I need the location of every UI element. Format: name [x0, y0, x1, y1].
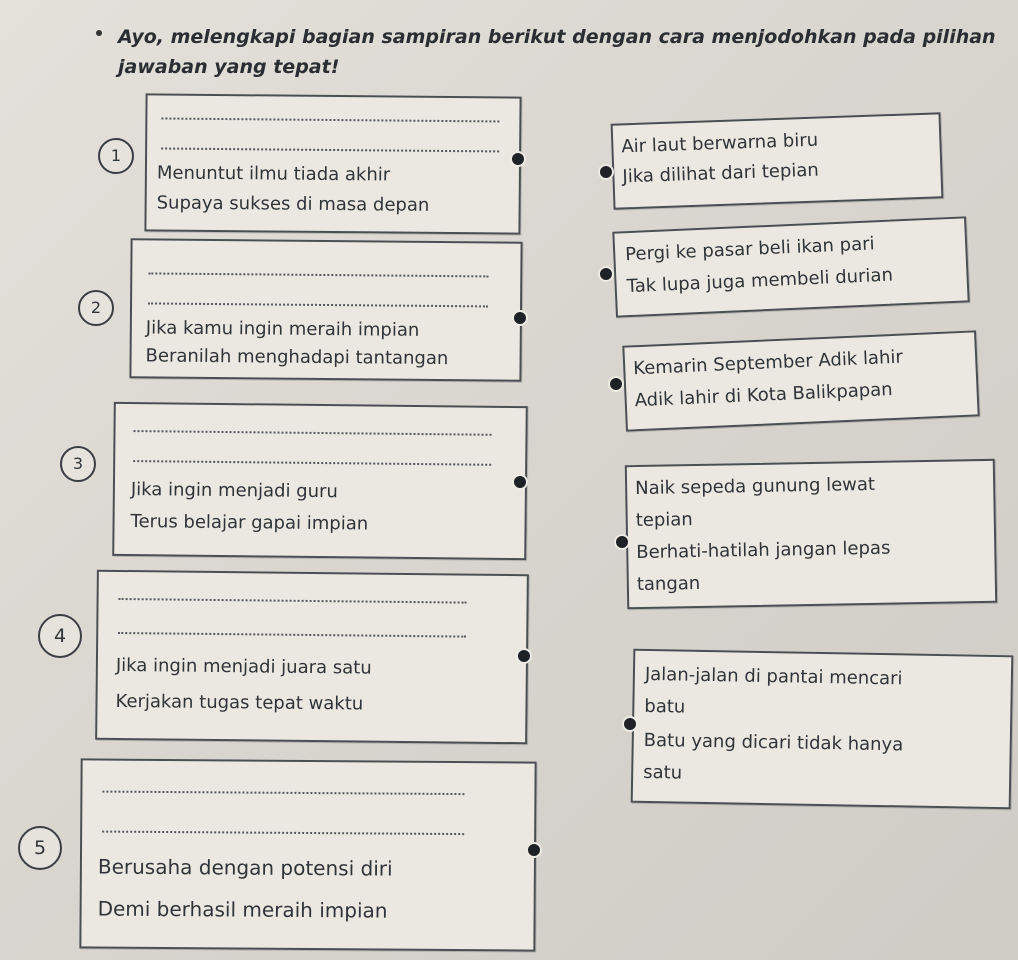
blank-line-2: [118, 632, 466, 638]
item-number-2: 2: [78, 290, 114, 326]
blank-line-2: [161, 147, 499, 152]
right-box-1: [611, 112, 944, 209]
match-dot-left-1[interactable]: [510, 151, 526, 167]
match-dot-right-2[interactable]: [598, 266, 614, 282]
blank-line-1: [119, 598, 467, 604]
isi-line-1: Jika ingin menjadi guru: [130, 479, 338, 503]
blank-line-1: [102, 791, 464, 796]
left-box-4: [95, 570, 529, 745]
sampiran-line-2: Jika dilihat dari tepian: [622, 159, 820, 188]
sampiran-line-1: Pergi ke pasar beli ikan pari: [624, 233, 875, 266]
right-box-3: [622, 330, 979, 431]
sampiran-line-1: Air laut berwarna biru: [621, 129, 819, 158]
sampiran-line-2: batu: [644, 695, 686, 718]
sampiran-line-4: satu: [643, 761, 683, 784]
right-box-5: [631, 649, 1014, 810]
item-number-4: 4: [38, 614, 82, 658]
isi-line-1: Jika ingin menjadi juara satu: [115, 654, 372, 679]
left-box-1: [144, 93, 521, 234]
blank-line-1: [161, 118, 499, 123]
item-number-5: 5: [18, 826, 62, 870]
right-box-4: [625, 459, 997, 609]
instruction-text: Ayo, melengkapi bagian sampiran berikut dengan cara menjodohkan pada pilihan jawaban yang tepat!: [118, 26, 996, 78]
sampiran-line-2: Tak lupa juga membeli durian: [626, 264, 894, 298]
sampiran-line-1: Jalan-jalan di pantai mencari: [644, 663, 903, 690]
isi-line-2: Beranilah menghadapi tantangan: [145, 345, 449, 370]
item-number-1: 1: [98, 138, 134, 174]
isi-line-1: Jika kamu ingin meraih impian: [145, 317, 420, 341]
item-number-3: 3: [60, 446, 96, 482]
match-dot-left-2[interactable]: [512, 310, 528, 326]
blank-line-2: [102, 831, 464, 836]
sampiran-line-1: Naik sepeda gunung lewat: [634, 473, 876, 500]
right-box-2: [612, 216, 969, 317]
left-box-5: [79, 758, 536, 951]
blank-line-1: [134, 430, 492, 436]
match-dot-left-3[interactable]: [512, 474, 528, 490]
isi-line-2: Terus belajar gapai impian: [130, 511, 369, 535]
sampiran-line-3: Batu yang dicari tidak hanya: [643, 729, 904, 756]
blank-line-2: [148, 302, 488, 307]
isi-line-2: Demi berhasil meraih impian: [97, 896, 388, 923]
sampiran-line-1: Kemarin September Adik lahir: [632, 346, 904, 380]
match-dot-left-4[interactable]: [516, 648, 532, 664]
match-dot-left-5[interactable]: [526, 842, 542, 858]
bullet-icon: [96, 30, 102, 36]
sampiran-line-2: tepian: [635, 509, 693, 532]
sampiran-line-2: Adik lahir di Kota Balikpapan: [634, 379, 894, 412]
isi-line-1: Berusaha dengan potensi diri: [97, 854, 393, 881]
match-dot-right-4[interactable]: [614, 534, 630, 550]
isi-line-2: Supaya sukses di masa depan: [156, 192, 430, 216]
isi-line-1: Menuntut ilmu tiada akhir: [156, 162, 391, 186]
match-dot-right-1[interactable]: [598, 164, 614, 180]
left-box-2: [129, 238, 522, 381]
isi-line-2: Kerjakan tugas tepat waktu: [115, 690, 364, 715]
blank-line-1: [148, 272, 488, 277]
left-box-3: [112, 402, 528, 560]
blank-line-2: [133, 460, 491, 466]
match-dot-right-5[interactable]: [622, 716, 638, 732]
sampiran-line-3: Berhati-hatilah jangan lepas: [636, 537, 891, 564]
match-dot-right-3[interactable]: [608, 376, 624, 392]
sampiran-line-4: tangan: [636, 572, 701, 596]
